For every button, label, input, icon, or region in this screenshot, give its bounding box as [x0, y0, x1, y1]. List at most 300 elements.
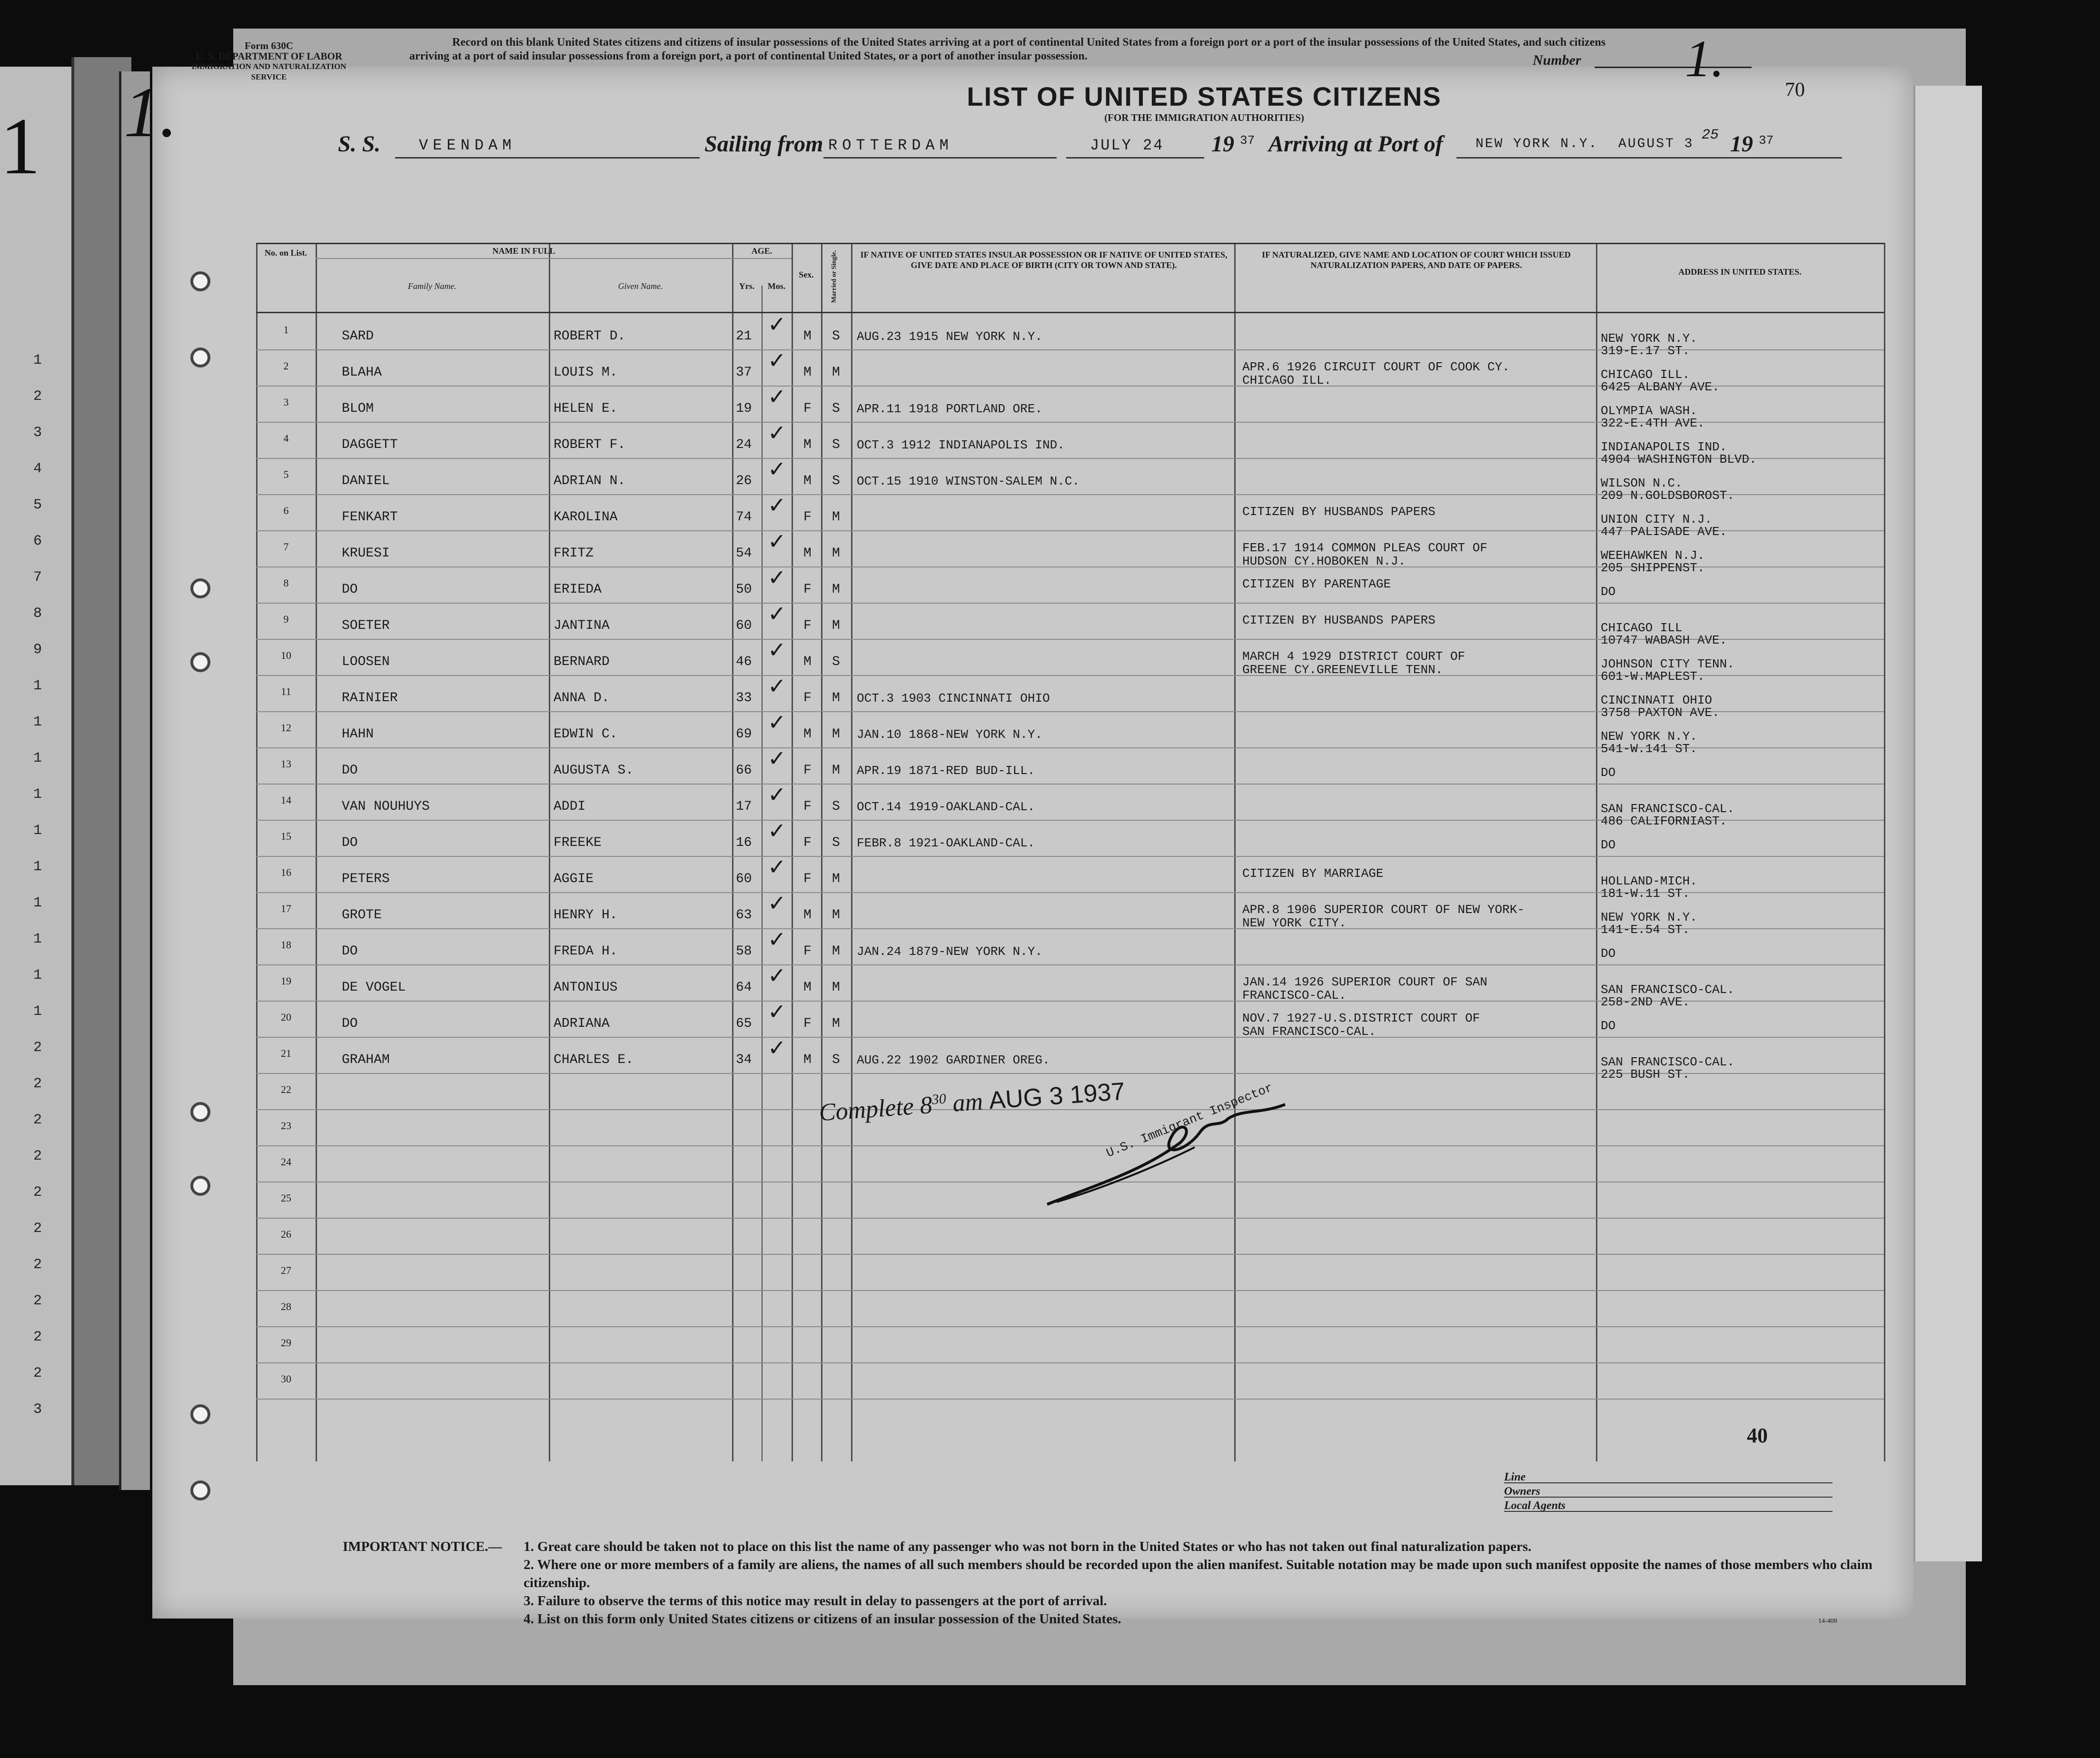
- family-name: DO: [342, 944, 358, 959]
- birth-info: JAN.10 1868-NEW YORK N.Y.: [857, 727, 1043, 742]
- marital-status: M: [832, 582, 840, 597]
- sex: F: [803, 582, 812, 597]
- row-number: 23: [281, 1120, 291, 1132]
- check-mark: ✓: [768, 673, 786, 699]
- header-family-name: Family Name.: [408, 281, 456, 291]
- family-name: SARD: [342, 329, 374, 344]
- arriving-label: Arriving at Port of: [1268, 131, 1443, 157]
- sex: M: [803, 727, 812, 742]
- column-rule: [851, 243, 852, 1461]
- row-number: 30: [281, 1373, 291, 1385]
- sex: M: [803, 1053, 812, 1067]
- row-number: 25: [281, 1192, 291, 1204]
- row-number: 22: [281, 1083, 291, 1095]
- check-mark: ✓: [768, 745, 786, 771]
- left-page-row-number: 1: [33, 786, 42, 803]
- given-name: ANNA D.: [554, 691, 610, 705]
- address-line-1: CHICAGO ILL.: [1601, 367, 1690, 382]
- row-number: 12: [281, 722, 291, 734]
- age-years: 19: [736, 401, 752, 416]
- check-mark: ✓: [768, 565, 786, 590]
- row-rule: [256, 1290, 1884, 1291]
- binder-hole: [190, 578, 210, 598]
- inspector-stamp: U.S. Immigrant Inspector: [1104, 1080, 1275, 1161]
- marital-status: S: [832, 437, 840, 452]
- address-line-2: 205 SHIPPENST.: [1601, 561, 1705, 575]
- check-mark: ✓: [768, 963, 786, 988]
- given-name: CHARLES E.: [554, 1053, 634, 1067]
- given-name: ROBERT D.: [554, 329, 626, 344]
- given-name: KAROLINA: [554, 510, 618, 525]
- notice-item: 3. Failure to observe the terms of this notice may result in delay to passengers at the port of arrival.: [524, 1593, 1107, 1609]
- header-given-name: Given Name.: [618, 281, 663, 291]
- sex: F: [803, 799, 812, 814]
- service-name: IMMIGRATION AND NATURALIZATION SERVICE: [191, 62, 347, 81]
- age-years: 46: [736, 655, 752, 669]
- address-line-1: WEEHAWKEN N.J.: [1601, 548, 1705, 563]
- line-field: [1504, 1471, 1833, 1485]
- family-name: VAN NOUHUYS: [342, 799, 430, 814]
- naturalization-line-1: CITIZEN BY PARENTAGE: [1242, 577, 1391, 591]
- header-rule: [732, 258, 792, 259]
- notice-item: 1. Great care should be taken not to place on this list the name of any passenger who was not born in the United States or who has not taken out final naturalization papers.: [524, 1539, 1532, 1554]
- given-name: FREDA H.: [554, 944, 618, 959]
- address-line-2: 141-E.54 ST.: [1601, 923, 1690, 937]
- family-name: HAHN: [342, 727, 374, 742]
- header-married-single: Married or Single.: [831, 250, 838, 303]
- sex: F: [803, 510, 812, 525]
- form-number: Form 630C: [244, 40, 294, 51]
- family-name: DO: [342, 835, 358, 850]
- address-line-1: DO: [1601, 838, 1616, 852]
- form-code: 14-408: [1818, 1618, 1837, 1625]
- naturalization-line-1: CITIZEN BY HUSBANDS PAPERS: [1242, 505, 1436, 519]
- page-number-top: 70: [1785, 79, 1805, 101]
- sail-year-prefix: 19: [1211, 131, 1234, 157]
- naturalization-line-2: HUDSON CY.HOBOKEN N.J.: [1242, 554, 1406, 568]
- sex: M: [803, 546, 812, 561]
- left-page-row-number: 3: [33, 425, 42, 441]
- left-page-row-number: 3: [33, 1401, 42, 1418]
- age-years: 16: [736, 835, 752, 850]
- check-mark: ✓: [768, 528, 786, 554]
- row-number: 15: [281, 830, 291, 842]
- address-line-1: SAN FRANCISCO-CAL.: [1601, 802, 1734, 816]
- sex: M: [803, 980, 812, 995]
- given-name: HELEN E.: [554, 401, 618, 416]
- line-label: Line: [1504, 1471, 1526, 1483]
- age-years: 64: [736, 980, 752, 995]
- address-line-1: NEW YORK N.Y.: [1601, 331, 1697, 346]
- naturalization-line-1: CITIZEN BY MARRIAGE: [1242, 866, 1384, 881]
- left-page-row-number: 1: [33, 750, 42, 766]
- binder-hole: [190, 1176, 210, 1196]
- birth-info: OCT.3 1912 INDIANAPOLIS IND.: [857, 438, 1065, 452]
- left-page-row-number: 2: [33, 1221, 42, 1237]
- naturalization-line-2: GREENE CY.GREENEVILLE TENN.: [1242, 663, 1443, 677]
- row-number: 3: [283, 396, 289, 408]
- address-line-1: NEW YORK N.Y.: [1601, 729, 1697, 744]
- age-years: 66: [736, 763, 752, 778]
- header-age: AGE.: [751, 246, 773, 256]
- age-years: 60: [736, 618, 752, 633]
- header-naturalized: IF NATURALIZED, GIVE NAME AND LOCATION OF COURT WHICH ISSUED NATURALIZATION PAPERS, AND DATE OF PAPERS.: [1262, 250, 1571, 270]
- page-right-edge: [1913, 86, 1982, 1561]
- row-number: 5: [283, 468, 289, 480]
- column-rule: [1596, 243, 1597, 1461]
- given-name: FREEKE: [554, 835, 602, 850]
- left-page-row-number: 4: [33, 461, 42, 477]
- row-number: 27: [281, 1264, 291, 1276]
- address-line-2: 319-E.17 ST.: [1601, 344, 1690, 358]
- age-years: 63: [736, 908, 752, 923]
- family-name: RAINIER: [342, 691, 398, 705]
- family-name: KRUESI: [342, 546, 390, 561]
- sex: M: [803, 437, 812, 452]
- address-line-1: SAN FRANCISCO-CAL.: [1601, 1055, 1734, 1069]
- marital-status: M: [832, 510, 840, 525]
- owners-field: [1504, 1485, 1833, 1500]
- row-number: 2: [283, 360, 289, 372]
- header-rule: [256, 312, 1884, 313]
- agents-field: [1504, 1500, 1833, 1514]
- given-name: AGGIE: [554, 872, 594, 886]
- corner-number: 1.: [124, 73, 178, 152]
- column-rule: [762, 286, 763, 1461]
- check-mark: ✓: [768, 384, 786, 409]
- sex: F: [803, 944, 812, 959]
- left-page-row-number: 2: [33, 1329, 42, 1345]
- header-native: IF NATIVE OF UNITED STATES INSULAR POSSESSION OR IF NATIVE OF UNITED STATES, GIVE DATE AND PLACE OF BIRTH (CITY OR TOWN AND STATE).: [860, 250, 1228, 270]
- completion-am: am: [951, 1088, 984, 1117]
- notice-title: IMPORTANT NOTICE.—: [343, 1539, 502, 1554]
- left-page-row-number: 5: [33, 497, 42, 513]
- marital-status: S: [832, 329, 840, 344]
- row-number: 28: [281, 1301, 291, 1312]
- check-mark: ✓: [768, 890, 786, 916]
- birth-info: APR.19 1871-RED BUD-ILL.: [857, 764, 1035, 778]
- header-no: No. on List.: [264, 248, 307, 258]
- birth-info: AUG.23 1915 NEW YORK N.Y.: [857, 329, 1043, 344]
- check-mark: ✓: [768, 999, 786, 1024]
- marital-status: M: [832, 546, 840, 561]
- birth-info: AUG.22 1902 GARDINER OREG.: [857, 1053, 1050, 1067]
- address-line-2: 258-2ND AVE.: [1601, 995, 1690, 1009]
- column-rule: [792, 243, 793, 1461]
- arrive-year-prefix: 19: [1730, 131, 1753, 157]
- left-page-row-number: 2: [33, 1040, 42, 1056]
- age-years: 54: [736, 546, 752, 561]
- naturalization-line-2: CHICAGO ILL.: [1242, 373, 1332, 387]
- binder-hole: [190, 271, 210, 291]
- address-line-1: DO: [1601, 585, 1616, 599]
- birth-info: OCT.15 1910 WINSTON-SALEM N.C.: [857, 474, 1080, 488]
- birth-info: OCT.14 1919-OAKLAND-CAL.: [857, 800, 1035, 814]
- address-line-1: DO: [1601, 1019, 1616, 1033]
- row-number: 8: [283, 577, 289, 589]
- port-from-underline: [823, 157, 1057, 159]
- marital-status: M: [832, 944, 840, 959]
- naturalization-line-1: FEB.17 1914 COMMON PLEAS COURT OF: [1242, 541, 1487, 555]
- completion-note-text: Complete 8: [818, 1091, 933, 1127]
- age-years: 17: [736, 799, 752, 814]
- sail-date: JULY 24: [1090, 137, 1164, 154]
- department-name: U. S. DEPARTMENT OF LABOR: [195, 50, 343, 62]
- marital-status: M: [832, 908, 840, 923]
- address-line-2: 209 N.GOLDSBOROST.: [1601, 488, 1734, 503]
- given-name: LOUIS M.: [554, 365, 618, 380]
- column-rule: [256, 243, 258, 1461]
- marital-status: M: [832, 727, 840, 742]
- given-name: ADDI: [554, 799, 586, 814]
- age-years: 37: [736, 365, 752, 380]
- number-value: 1.: [1685, 30, 1724, 88]
- sex: M: [803, 908, 812, 923]
- date-stamp: AUG 3 1937: [988, 1077, 1126, 1115]
- marital-status: S: [832, 401, 840, 416]
- row-number: 20: [281, 1011, 291, 1023]
- given-name: ANTONIUS: [554, 980, 618, 995]
- check-mark: ✓: [768, 854, 786, 880]
- address-line-2: 486 CALIFORNIAST.: [1601, 814, 1727, 828]
- binder-hole: [190, 348, 210, 367]
- address-line-1: INDIANAPOLIS IND.: [1601, 440, 1727, 454]
- left-page-row-number: 1: [33, 859, 42, 875]
- left-page-row-number: 2: [33, 1076, 42, 1092]
- header-yrs: Yrs.: [739, 281, 755, 291]
- row-number: 14: [281, 794, 291, 806]
- page-subtitle: (FOR THE IMMIGRATION AUTHORITIES): [1104, 112, 1304, 123]
- left-page-row-number: 2: [33, 388, 42, 405]
- given-name: AUGUSTA S.: [554, 763, 634, 778]
- ship-underline: [395, 157, 700, 159]
- number-underline: [1595, 67, 1752, 68]
- left-page-row-number: 1: [33, 1003, 42, 1020]
- binder-hole: [190, 1404, 210, 1424]
- arrive-date-sup: 25: [1702, 127, 1719, 143]
- left-page-row-number: 2: [33, 1184, 42, 1201]
- marital-status: M: [832, 872, 840, 886]
- address-line-1: UNION CITY N.J.: [1601, 512, 1713, 526]
- carrier-info: [1504, 1471, 1833, 1514]
- age-years: 34: [736, 1053, 752, 1067]
- sex: F: [803, 691, 812, 705]
- row-rule: [256, 603, 1884, 604]
- form-identifier: [188, 40, 350, 82]
- row-rule: [256, 1218, 1884, 1219]
- row-number: 26: [281, 1228, 291, 1240]
- marital-status: S: [832, 655, 840, 669]
- check-mark: ✓: [768, 818, 786, 844]
- birth-info: OCT.3 1903 CINCINNATI OHIO: [857, 691, 1050, 705]
- naturalization-line-2: SAN FRANCISCO-CAL.: [1242, 1024, 1376, 1039]
- header-rule: [256, 243, 1884, 244]
- header-rule: [316, 258, 732, 259]
- marital-status: M: [832, 618, 840, 633]
- port-from: ROTTERDAM: [828, 137, 953, 154]
- family-name: BLOM: [342, 401, 374, 416]
- sex: F: [803, 835, 812, 850]
- check-mark: ✓: [768, 1035, 786, 1061]
- arrive-date: AUGUST 3: [1618, 137, 1694, 151]
- row-number: 18: [281, 939, 291, 951]
- row-rule: [256, 964, 1884, 965]
- address-line-2: 541-W.141 ST.: [1601, 742, 1697, 756]
- family-name: DANIEL: [342, 474, 390, 488]
- marital-status: M: [832, 365, 840, 380]
- row-number: 17: [281, 903, 291, 914]
- row-number: 7: [283, 541, 289, 553]
- family-name: DO: [342, 582, 358, 597]
- age-years: 33: [736, 691, 752, 705]
- marital-status: S: [832, 799, 840, 814]
- address-line-2: 322-E.4TH AVE.: [1601, 416, 1705, 430]
- age-years: 74: [736, 510, 752, 525]
- sex: F: [803, 872, 812, 886]
- row-number: 13: [281, 758, 291, 770]
- address-line-1: NEW YORK N.Y.: [1601, 910, 1697, 924]
- sex: F: [803, 401, 812, 416]
- check-mark: ✓: [768, 311, 786, 337]
- age-years: 24: [736, 437, 752, 452]
- age-years: 65: [736, 1016, 752, 1031]
- given-name: ADRIANA: [554, 1016, 610, 1031]
- family-name: SOETER: [342, 618, 390, 633]
- birth-info: APR.11 1918 PORTLAND ORE.: [857, 402, 1043, 416]
- completion-time-sup: 30: [931, 1091, 947, 1108]
- header-sex: Sex.: [799, 270, 814, 279]
- row-number: 9: [283, 613, 289, 625]
- row-number: 10: [281, 649, 291, 661]
- naturalization-line-1: NOV.7 1927-U.S.DISTRICT COURT OF: [1242, 1011, 1480, 1025]
- column-rule: [549, 243, 550, 1461]
- address-line-1: CHICAGO ILL: [1601, 621, 1683, 635]
- given-name: ADRIAN N.: [554, 474, 626, 488]
- check-mark: ✓: [768, 637, 786, 663]
- address-line-1: DO: [1601, 946, 1616, 961]
- address-line-2: 601-W.MAPLEST.: [1601, 669, 1705, 684]
- given-name: ROBERT F.: [554, 437, 626, 452]
- voyage-row: [0, 127, 1913, 164]
- sex: F: [803, 618, 812, 633]
- given-name: ERIEDA: [554, 582, 602, 597]
- family-name: FENKART: [342, 510, 398, 525]
- family-name: DE VOGEL: [342, 980, 406, 995]
- naturalization-line-1: CITIZEN BY HUSBANDS PAPERS: [1242, 613, 1436, 627]
- notice-item: 2. Where one or more members of a family are aliens, the names of all such members should be recorded upon the alien manifest. Suitable notation may be made upon such manifest opposite the names of those members who claim citizenship.: [524, 1557, 1872, 1590]
- address-line-1: HOLLAND-MICH.: [1601, 874, 1697, 888]
- family-name: LOOSEN: [342, 655, 390, 669]
- age-years: 21: [736, 329, 752, 344]
- family-name: DO: [342, 1016, 358, 1031]
- owners-label: Owners: [1504, 1485, 1541, 1498]
- arrival-underline: [1456, 157, 1842, 159]
- given-name: HENRY H.: [554, 908, 618, 923]
- naturalization-line-1: APR.8 1906 SUPERIOR COURT OF NEW YORK-: [1242, 903, 1525, 917]
- left-page-row-number: 9: [33, 642, 42, 658]
- marital-status: S: [832, 835, 840, 850]
- check-mark: ✓: [768, 709, 786, 735]
- check-mark: ✓: [768, 456, 786, 482]
- notice-item: 4. List on this form only United States citizens or citizens of an insular possession of the United States.: [524, 1611, 1121, 1627]
- marital-status: M: [832, 691, 840, 705]
- address-line-1: WILSON N.C.: [1601, 476, 1683, 490]
- family-name: BLAHA: [342, 365, 382, 380]
- agents-label: Local Agents: [1504, 1500, 1566, 1512]
- column-rule: [1234, 243, 1236, 1461]
- left-page-row-number: 2: [33, 1112, 42, 1128]
- arrive-year: 37: [1759, 133, 1774, 148]
- address-line-1: SAN FRANCISCO-CAL.: [1601, 983, 1734, 997]
- left-page-row-number: 2: [33, 1293, 42, 1309]
- left-page-row-number: 1: [33, 823, 42, 839]
- check-mark: ✓: [768, 348, 786, 373]
- page-number-bottom: 40: [1747, 1424, 1768, 1447]
- address-line-2: 10747 WABASH AVE.: [1601, 633, 1727, 647]
- sail-date-underline: [1066, 157, 1204, 159]
- row-rule: [256, 1362, 1884, 1363]
- left-page-row-number: 2: [33, 1365, 42, 1381]
- row-number: 6: [283, 505, 289, 516]
- naturalization-line-1: MARCH 4 1929 DISTRICT COURT OF: [1242, 649, 1466, 664]
- age-years: 60: [736, 872, 752, 886]
- sex: F: [803, 763, 812, 778]
- row-rule: [256, 1326, 1884, 1327]
- address-line-2: 225 BUSH ST.: [1601, 1067, 1690, 1082]
- ship-name: VEENDAM: [419, 137, 516, 154]
- column-rule: [1884, 243, 1885, 1461]
- address-line-1: JOHNSON CITY TENN.: [1601, 657, 1734, 671]
- check-mark: ✓: [768, 492, 786, 518]
- row-number: 16: [281, 866, 291, 878]
- row-rule: [256, 1254, 1884, 1255]
- given-name: BERNARD: [554, 655, 610, 669]
- address-line-2: 4904 WASHINGTON BLVD.: [1601, 452, 1757, 467]
- sex: M: [803, 329, 812, 344]
- sex: M: [803, 655, 812, 669]
- left-page-row-number: 1: [33, 678, 42, 694]
- left-page-row-number: 7: [33, 569, 42, 586]
- left-page-row-number: 1: [33, 895, 42, 911]
- header-address: ADDRESS IN UNITED STATES.: [1678, 267, 1802, 277]
- family-name: DO: [342, 763, 358, 778]
- address-line-2: 181-W.11 ST.: [1601, 886, 1690, 901]
- address-line-2: 447 PALISADE AVE.: [1601, 525, 1727, 539]
- marital-status: S: [832, 1053, 840, 1067]
- row-rule: [256, 1399, 1884, 1400]
- age-years: 58: [736, 944, 752, 959]
- ss-label: S. S.: [338, 131, 381, 157]
- row-number: 24: [281, 1156, 291, 1168]
- form-instruction: Record on this blank United States citizens and citizens of insular possessions of the United States arriving at a port of continental United States from a foreign port or a port of the insular possessions of the United States, and such citizens arriving at a port of said insular possessions from a foreign port, a port of continental United States, or a port of another insular possession.: [409, 36, 1606, 62]
- naturalization-line-2: NEW YORK CITY.: [1242, 916, 1347, 930]
- row-rule: [256, 1037, 1884, 1038]
- signature-scribble: [1038, 1100, 1295, 1214]
- age-years: 69: [736, 727, 752, 742]
- background-page-edge: [119, 71, 150, 1490]
- address-line-1: CINCINNATI OHIO: [1601, 693, 1713, 707]
- given-name: EDWIN C.: [554, 727, 618, 742]
- sex: M: [803, 474, 812, 488]
- row-number: 21: [281, 1047, 291, 1059]
- address-line-1: OLYMPIA WASH.: [1601, 404, 1697, 418]
- marital-status: M: [832, 980, 840, 995]
- left-page-row-number: 8: [33, 606, 42, 622]
- row-number: 11: [281, 685, 291, 697]
- given-name: FRITZ: [554, 546, 594, 561]
- column-rule: [821, 243, 822, 1461]
- binder-hole: [190, 652, 210, 672]
